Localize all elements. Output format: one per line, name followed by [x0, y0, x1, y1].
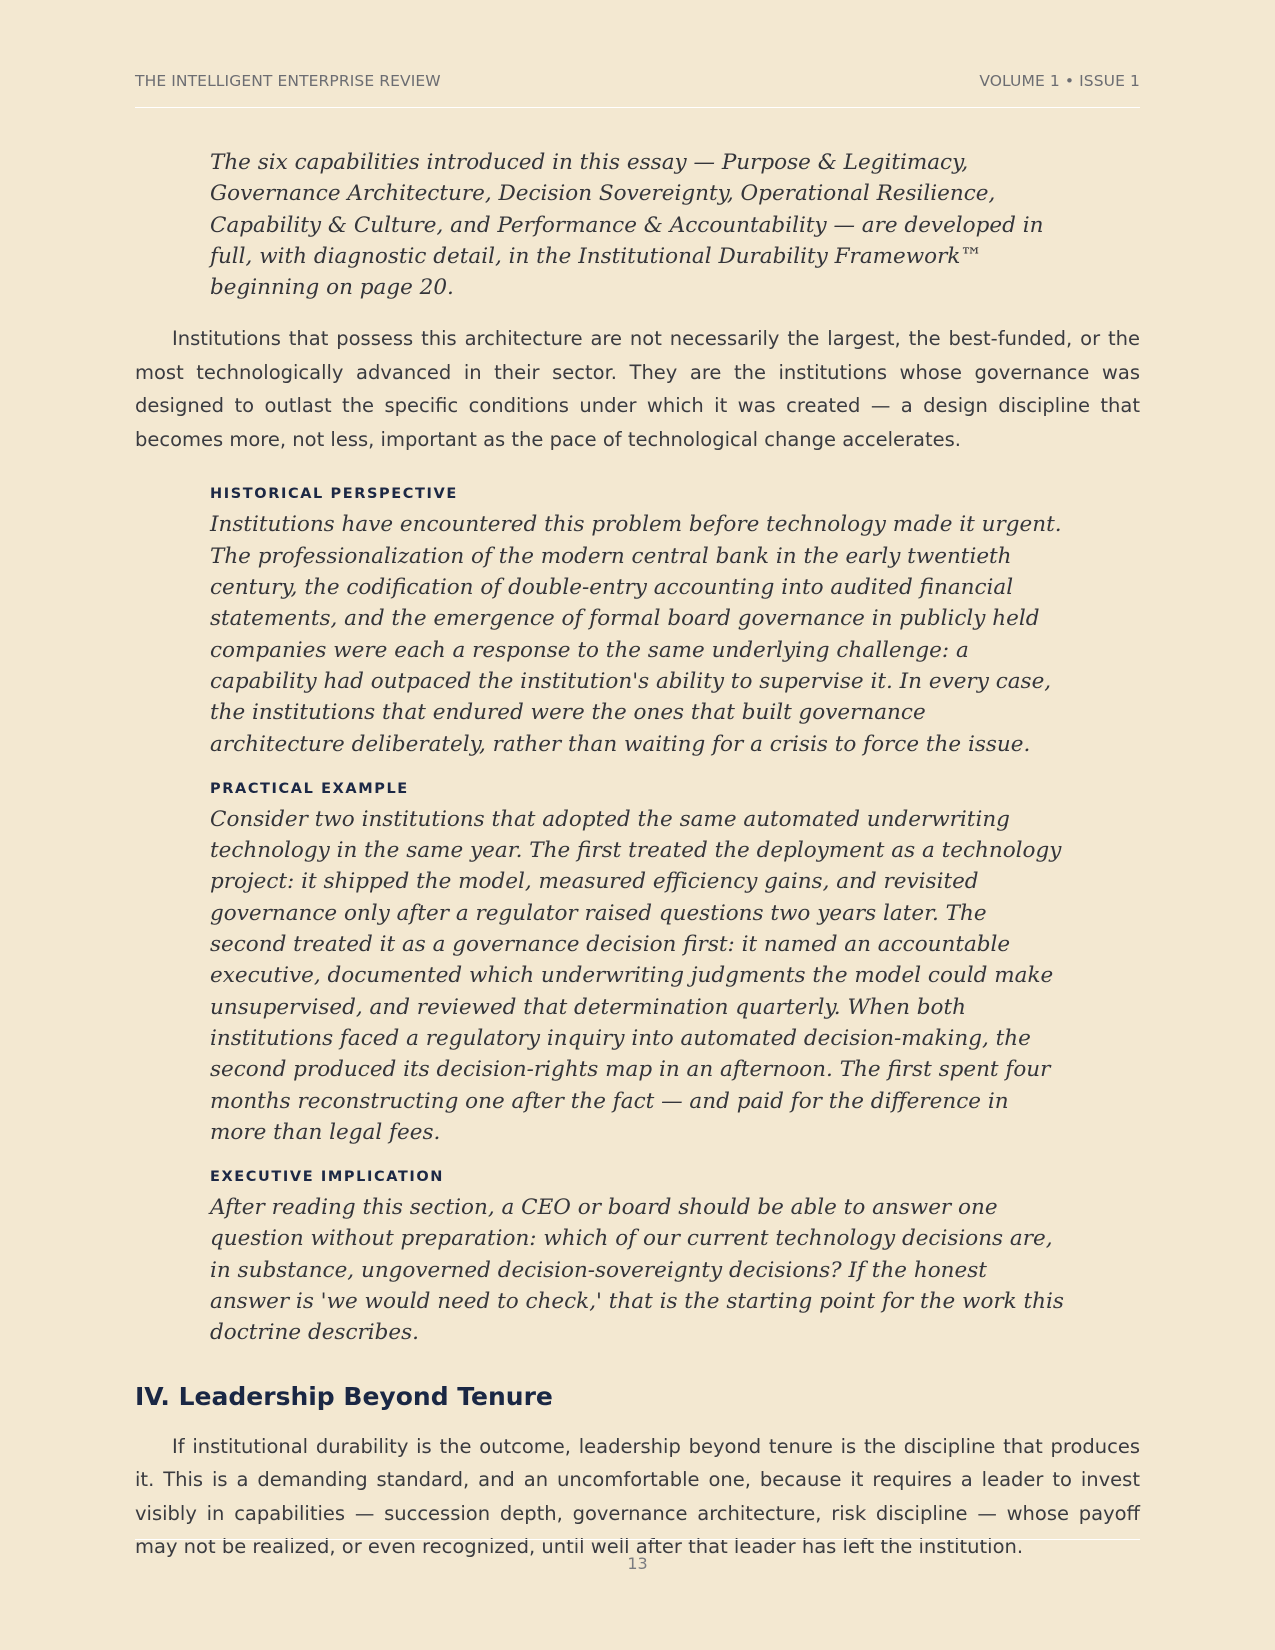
running-header: [135, 72, 1140, 108]
sidebar-text: After reading this section, a CEO or board should be able to answer one question without preparation: which of our current technology decisions are, in substance, ungoverned decision-sovereignty decisions? If the honest answer is 'we would need to check,' that is the starting point for the work this doctrine describes.: [210, 1195, 1064, 1346]
running-footer: [135, 1539, 1140, 1573]
issue-label: VOLUME 1 • ISSUE 1: [979, 72, 1140, 90]
sidebar-historical-perspective: [135, 483, 1140, 759]
sidebar-executive-implication: [135, 1166, 1140, 1348]
page-number: 13: [627, 1554, 648, 1573]
article-body: [135, 147, 1140, 1564]
section-heading: IV. Leadership Beyond Tenure: [135, 1381, 553, 1411]
sidebar-practical-example: [135, 778, 1140, 1148]
sidebar-kicker: EXECUTIVE IMPLICATION: [210, 1169, 445, 1186]
body-paragraph: Institutions that possess this architecture are not necessarily the largest, the best-funded, or the most technologically advanced in their sector. They are the institutions whose governance was designed to outlast the specific conditions under which it was created — a design discipline that becomes more, not less, important as the pace of technological change accelerates.: [135, 327, 1140, 451]
body-paragraph: If institutional durability is the outcome, leadership beyond tenure is the discipline that produces it. This is a demanding standard, and an uncomfortable one, because it requires a leader to invest visibly in capabilities — succession depth, governance architecture, risk discipline — whose payoff may not be realized, or even recognized, until well after that leader has left the institution.: [135, 1434, 1140, 1559]
sidebar-kicker: PRACTICAL EXAMPLE: [210, 780, 409, 797]
publication-title: THE INTELLIGENT ENTERPRISE REVIEW: [135, 72, 441, 90]
sidebar-text: Consider two institutions that adopted the same automated underwriting technology in the same year. The first treated the deployment as a technology project: it shipped the model, measured efficiency gains, and revisited governance only after a regulator raised questions two years later. The second treated it as a governance decision first: it named an accountable executive, documented which underwriting judgments the model could make unsupervised, and reviewed that determination quarterly. When both institutions faced a regulatory inquiry into automated decision-making, the second produced its decision-rights map in an afternoon. The first spent four months reconstructing one after the fact — and paid for the difference in more than legal fees.: [210, 806, 1062, 1145]
sidebar-kicker: HISTORICAL PERSPECTIVE: [210, 486, 458, 503]
intro-callout: The six capabilities introduced in this essay — Purpose & Legitimacy, Governance Architecture, Decision Sovereignty, Operational Resilience, Capability & Culture, and Performance & Accountability — are developed in full, with diagnostic detail, in the Institutional Durability Framework™ beginning on page 20.: [210, 150, 1044, 301]
sidebar-text: Institutions have encountered this problem before technology made it urgent. The professionalization of the modern central bank in the early twentieth century, the codification of double-entry accounting into audited financial statements, and the emergence of formal board governance in publicly held companies were each a response to the same underlying challenge: a capability had outpaced the institution's ability to supervise it. In every case, the institutions that endured were the ones that built governance architecture deliberately, rather than waiting for a crisis to force the issue.: [210, 512, 1062, 757]
